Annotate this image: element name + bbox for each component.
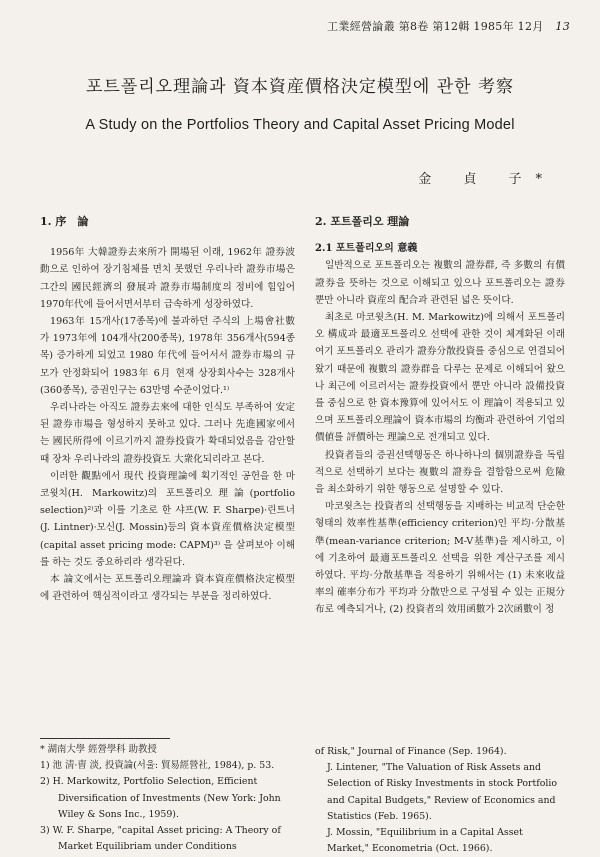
footnote: 2) H. Markowitz, Portfolio Selection, Efficient Diversification of Investments (New York: John Wiley & Sons Inc., 1959). [40,776,281,820]
journal-info: 工業經營論叢 第8卷 第12輯 1985年 12月 [327,20,544,33]
footnote-continued: J. Lintener, "The Valuation of Risk Assets and Selection of Risky Investments in stock Portfolio and Capital Budgets," Review of Economics and Statistics (Feb. 1965). [327,762,558,822]
page-number: 13 [555,20,570,33]
affiliation-note: * 湖南大學 經營學科 助教授 [40,744,157,755]
subsection-heading: 2.1 포트폴리오의 意義 [315,243,418,255]
paragraph: 일반적으로 포트폴리오는 複數의 證券群, 즉 多數의 有價證券을 뜻하는 것으로 이해되고 있으나 포트폴리오는 證券뿐만 아니라 資産의 配合과 관련된 넓은 뜻이다. [315,260,565,306]
paragraph: 우리나라는 아직도 證券去來에 대한 인식도 부족하여 安定된 證券市場을 형성하지 못하고 있다. 그러나 先進國家에서는 國民所得에 이르기까지 證券投資가 확대되었음을 감안할 때 장차 우리나라의 證券投資도 大衆化되리라고 본다. [40,402,295,465]
left-column [40,213,295,605]
paragraph: 마코윗츠는 投資者의 선택행동을 지배하는 비교적 단순한 형태의 效率性基準(efficiency criterion)인 平均·分散基準(mean-variance criterion; M-V基準)을 제시하고, 이에 기초하여 最適포트폴리오 선택을 위한 계산구조를 제시하였다. 平均·分散基準을 적용하기 위해서는 (1) 未來收益率의 確率分布가 平均과 分散만으로 구성될 수 있는 正規分布로 예측되거나, (2) 投資者의 效用函數가 2次函數이 정 [315,501,565,616]
english-title: A Study on the Portfolios Theory and Capital Asset Pricing Model [85,117,515,133]
paragraph: 1963年 15개사(17종목)에 불과하던 주식의 上場會社數가 1973年에 104개사(200종목), 1978年 356개사(594종목) 증가하게 되었고 1980 年代에 들어서서 證券市場의 규모가 안정화되어 1983年 6月 현재 상장회사수는 328개사(360종목), 증권인구는 63만명 수준이었다.¹⁾ [40,316,295,396]
footnote: 1) 池 淸·曺 淡, 投資論(서울: 貿易經營社, 1984), p. 53. [40,760,275,772]
footnote-rule [40,738,170,739]
footnotes [40,742,295,855]
right-column [315,213,565,619]
section-heading-intro: 1. 序 論 [40,215,89,228]
paragraph: 本 論文에서는 포트폴리오理論과 資本資産價格決定模型에 관련하여 핵심적이라고 생각되는 부분을 정리하였다. [40,574,295,603]
korean-title: 포트폴리오理論과 資本資産價格決定模型에 관한 考察 [85,77,514,97]
paragraph: 1956年 大韓證券去來所가 開場된 이래, 1962年 證券波動으로 인하여 장기침체를 면치 못했던 우리나라 證券市場은 그간의 國民經濟의 發展과 證券市場制度의 정비에 힘입어 1970年代에 들어서면서부터 급속하게 성장하였다. [40,247,295,310]
paragraph: 投資者들의 증권선택행동은 하나하나의 個別證券을 독립적으로 선택하기 보다는 複數의 證券을 결합함으로써 危險을 최소화하기 위한 행동으로 설명할 수 있다. [315,449,565,496]
paragraph: 이러한 觀點에서 現代 投資理論에 획기적인 공헌을 한 마코윗치(H. Markowitz)의 포트폴리오理論(portfolio selection)²⁾과 이를 기초로 한 샤프(W. F. Sharpe)·린트너(J. Lintner)·모신(J. Mossin)등의 資本資産價格決定模型(capital asset pricing mode: CAPM)³⁾ 을 살펴보아 이해를 하는 것도 중요하리라 생각된다. [40,470,295,568]
footnotes-continued [315,744,565,857]
footnote: 3) W. F. Sharpe, "capital Asset pricing: A Theory of Market Equilibriam under Conditions [40,825,281,853]
footnote-continued: J. Mossin, "Equilibrium in a Capital Asset Market," Econometria (Oct. 1966). [327,827,523,855]
running-header [327,18,570,34]
paragraph: 최초로 마코윗츠(H. M. Markowitz)에 의해서 포트폴리오 構成과 最適포트폴리오 선택에 관한 것이 체계화된 이래 여기 포트폴리오 관리가 證券分散投資를 중심으로 연결되어 왔기 때문에 複數의 證券群을 다루는 문제로 이해되어 왔으나 최근에 이르러서는 證券投資에서 뿐만 아니라 設備投資를 중심으로 한 資本豫算에 있어서도 이 理論이 적용되고 있으며 포트폴리오理論이 資本市場의 均衡과 관련하여 기업의 價値를 評價하는 理論으로 전개되고 있다. [315,312,565,444]
author-name: 金 貞 子* [418,172,556,187]
footnote-continued: of Risk," Journal of Finance (Sep. 1964). [315,746,507,757]
section-heading-portfolio: 2. 포트폴리오 理論 [315,215,410,228]
